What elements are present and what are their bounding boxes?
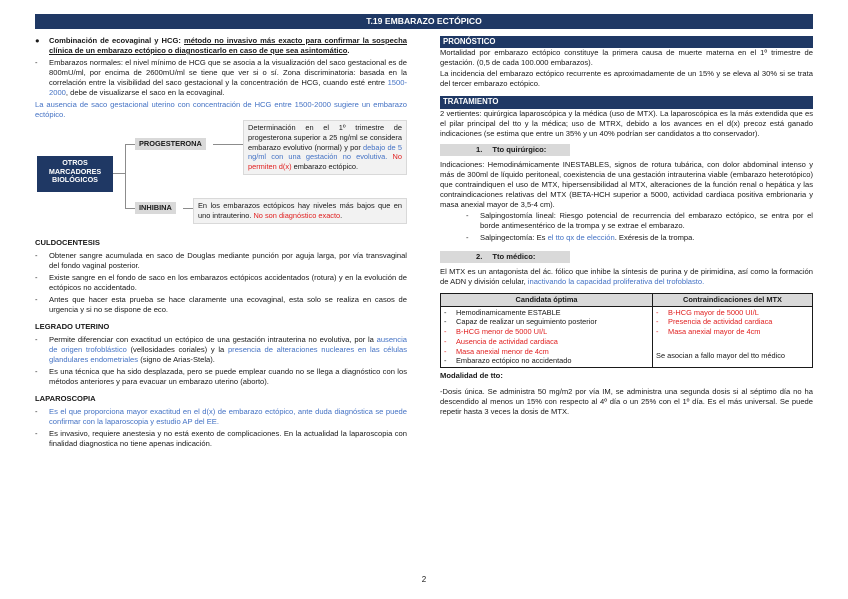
legrado-text: (signo de Arias-Stela). <box>138 355 215 365</box>
list-item <box>656 317 809 327</box>
table-note: Se asocian a fallo mayor del tto médico <box>656 350 786 360</box>
diagram-main-box: OTROS MARCADORES BIOLÓGICOS <box>37 156 113 192</box>
table-cell-left <box>441 306 653 368</box>
dash-icon: - <box>35 251 38 261</box>
pronostico-p2: La incidencia del embarazo ectópico recurrente es aproximadamente de un 15% y se eleva al 30% si se trata del tercer embarazo ectópico. <box>440 69 813 89</box>
dash-icon: - <box>444 327 447 337</box>
medico-text-blue: inactivando la capacidad proliferativa del trofoblasto. <box>527 276 705 286</box>
bullet-icon: ● <box>35 36 40 45</box>
table-item: Masa anexial menor de 4cm <box>456 346 549 356</box>
list-item <box>440 211 813 231</box>
intro-bullet <box>35 36 407 56</box>
dash-icon: - <box>656 327 659 337</box>
mtx-table <box>440 293 813 368</box>
progesterona-end: embarazo ectópico. <box>291 162 359 172</box>
legrado-item: Es una técnica que ha sido desplazada, pero se puede emplear cuando no se llega a diagnóstico con los métodos anteriores y para evacuar un embarazo uterino (aborto). <box>49 367 407 387</box>
quirurgico-text: Indicaciones: Hemodinámicamente INESTABLES, signos de rotura tubárica, con dolor abdominal intenso y más de 300ml de líquido peritoneal, coexistencia de una gestación intrauterina viable (embarazo heterotópico) que contraindiquen el uso de MTX, hipersensibilidad al MTX, alteraciones de la función renal o hepática y las contraindicaciones relativas del MTX (BETA-HCH superior a 5000, actividad cardiaca positiva embrionaria y masa anexial mayor de 3,5-4 cm). <box>440 159 813 209</box>
list-item <box>656 308 809 318</box>
table-item: B-HCG mayor de 5000 UI/L <box>668 307 759 317</box>
inhibina-box <box>193 198 407 224</box>
dash-icon: - <box>35 273 38 283</box>
connector-line <box>113 173 125 174</box>
tratamiento-title: TRATAMIENTO <box>440 96 813 108</box>
dash-icon: - <box>656 307 659 317</box>
normal-levels-text: Embarazos normales: el nivel mínimo de HCG que se asocia a la visualización del saco gestacional es de 800mU/ml, por encima de 2600mU/ml se tiene que ver si o sí. Zona discriminatoria: basada en la correlación entre la visibilidad del saco gestacional y la concentración de HCG, cuando esté entre <box>49 58 407 88</box>
legrado-blue: ausencia de origen trofoblástico <box>49 335 407 355</box>
dash-icon: - <box>656 317 659 327</box>
normal-levels-item <box>35 58 407 98</box>
intro-lead: Combinación de ecovaginal y HCG: <box>49 36 184 45</box>
table-row <box>441 306 813 368</box>
dash-icon: - <box>35 335 38 345</box>
progesterona-box <box>243 120 407 175</box>
list-item <box>35 367 407 387</box>
table-item: Capaz de realizar un seguimiento posterior <box>456 317 597 327</box>
dash-icon: - <box>444 346 447 356</box>
salping-text: : Riesgo potencial de recurrencia del embarazo ectópico, se entra por el borde antimesentérico de la trompa y se extrae el embarazo. <box>480 210 813 230</box>
dash-icon: - <box>35 58 38 68</box>
page-title: T.19 EMBARAZO ECTÓPICO <box>35 14 813 29</box>
modalidad-title: Modalidad de tto: <box>440 371 503 381</box>
table-item: Presencia de actividad cardiaca <box>668 317 773 327</box>
list-item <box>444 356 649 366</box>
legrado-text: (vellosidades coriales) y la <box>126 345 228 355</box>
markers-diagram <box>35 123 407 231</box>
quirurgico-subhead <box>440 144 570 156</box>
culdocentesis-item: Antes que hacer esta prueba se hace claramente una ecovaginal, esta solo se realiza en casos de urgencia y si no se dispone de eco. <box>49 295 407 315</box>
progesterona-blue: debajo de 5 ng/ml con una gestación no evolutiva. <box>248 142 402 162</box>
tratamiento-p1: 2 vertientes: quirúrgica laparoscópica y la médica (uso de MTX). La laparoscópica es la más extendida que es el pilar principal del tto y la médica; uso de MTRX, debido a los avances en el d(x) precoz está ganado indicaciones (se estima que entre un 35% y un 40% podrían ser candidatos a tto conservador). <box>440 108 813 138</box>
table-header: Candidata óptima <box>441 293 653 306</box>
list-item <box>444 347 649 357</box>
intro-end: . <box>347 46 350 56</box>
table-item: Embarazo ectópico no accidentado <box>456 356 572 366</box>
legrado-blue: presencia de alteraciones nucleares en las células glandulares endometriales <box>49 345 408 365</box>
progesterona-text: Determinación en el 1º trimestre de progesterona superior a 25 ng/ml se considera embarazo evolutivo (normal) y por <box>248 123 402 152</box>
medico-subhead <box>440 251 570 263</box>
dash-icon: - <box>444 336 447 346</box>
progesterona-red: No permiten d(x) <box>248 152 402 172</box>
pronostico-title: PRONÓSTICO <box>440 36 813 48</box>
connector-line <box>125 208 135 209</box>
table-item: B-HCG menor de 5000 UI/L <box>456 327 548 337</box>
laparoscopia-title: LAPAROSCOPIA <box>35 394 96 404</box>
dash-icon: - <box>35 407 38 417</box>
dash-icon: - <box>466 210 469 220</box>
list-item <box>35 407 407 427</box>
inhibina-text: En los embarazos ectópicos hay niveles más bajos que en uno intrauterino. <box>198 201 402 220</box>
list-item <box>35 429 407 449</box>
list-item <box>444 308 649 318</box>
subhead-title: Tto médico: <box>492 251 536 261</box>
modalidad-text: -Dosis única. Se administra 50 mg/m2 por vía IM, se administra una segunda dosis si al séptimo día no ha descendido al menos un 15% con respecto al 4º día o un 25% con el 1º día. Es el más universal. Se puede repetir hasta 3 veces la dosis de MTX. <box>440 387 813 417</box>
culdocentesis-title: CULDOCENTESIS <box>35 238 100 248</box>
medico-text <box>440 267 813 287</box>
connector-line <box>213 144 243 145</box>
intro-underlined: método no invasivo más exacto para confirmar la sospecha clínica de un embarazo ectópico o diagnosticarlo en caso de que sea asintomático <box>49 36 407 56</box>
subhead-number: 2. <box>476 251 483 261</box>
subhead-title: Tto quirúrgico: <box>492 144 547 154</box>
list-item <box>656 327 809 337</box>
salping-text: : Es <box>532 232 548 242</box>
table-cell-right <box>653 306 813 368</box>
laparoscopia-item: Es invasivo, requiere anestesia y no está exento de complicaciones. En la actualidad la laparoscopia con finalidad diagnostica no tiene apenas indicación. <box>49 429 407 449</box>
table-item: Masa anexial mayor de 4cm <box>668 327 761 337</box>
dash-icon: - <box>444 356 447 366</box>
table-item: Hemodinamicamente ESTABLE <box>456 307 561 317</box>
subhead-number: 1. <box>476 144 483 154</box>
legrado-text: Permite diferenciar con exactitud un ectópico de una gestación intrauterina no evolutiva, por la <box>49 335 377 345</box>
inhibina-red: No son diagnóstico exacto <box>253 210 341 220</box>
culdocentesis-item: Obtener sangre acumulada en saco de Douglas mediante punción por aguja larga, por vía transvaginal del fondo vaginal posterior. <box>49 251 407 271</box>
culdocentesis-item: Existe sangre en el fondo de saco en los embarazos ectópicos accidentados (rotura) y en la evolución de ectópicos no accidentado. <box>49 273 407 293</box>
connector-line <box>125 144 135 145</box>
connector-line <box>183 208 193 209</box>
page-number: 2 <box>421 575 427 584</box>
table-header: Contraindicaciones del MTX <box>653 293 813 306</box>
dash-icon: - <box>35 367 38 377</box>
list-item <box>444 317 649 327</box>
connector-line <box>125 144 126 208</box>
salping-lead: Salpingectomía <box>480 232 533 242</box>
inhibina-label: INHIBINA <box>135 202 176 214</box>
laparoscopia-item: Es el que proporciona mayor exactitud en el d(x) de embarazo ectópico, ante duda diagnóstica se puede confirmar con la laparoscopia y estudio AP del EE. <box>49 407 407 427</box>
legrado-title: LEGRADO UTERINO <box>35 322 110 332</box>
dash-icon: - <box>35 295 38 305</box>
list-item <box>35 335 407 365</box>
list-item <box>444 337 649 347</box>
medico-text-main: El MTX es un antagonista del ác. fólico que inhibe la síntesis de purina y de pirimidina, así como la formación de ADN y división celular, <box>440 266 813 286</box>
list-item <box>444 327 649 337</box>
list-item <box>35 251 407 271</box>
salping-lead: Salpingostomía lineal <box>480 210 554 220</box>
normal-levels-end: , debe de visualizarse el saco en la ecovaginal. <box>65 88 225 98</box>
table-item: Ausencia de actividad cardiaca <box>456 336 558 346</box>
salping-blue: el tto qx de elección <box>547 232 615 242</box>
list-item <box>35 295 407 315</box>
salping-text: . Exéresis de la trompa. <box>614 232 695 242</box>
left-column <box>35 36 407 451</box>
pronostico-p1: Mortalidad por embarazo ectópico constituye la primera causa de muerte materna en el 1º trimestre de gestación. (0,5 de cada 100.000 embarazos). <box>440 48 813 68</box>
right-column <box>440 36 813 418</box>
dash-icon: - <box>35 429 38 439</box>
list-item <box>35 273 407 293</box>
normal-levels-range: 1500-2000 <box>49 78 407 98</box>
dash-icon: - <box>466 232 469 242</box>
dash-icon: - <box>444 317 447 327</box>
list-item <box>440 233 813 243</box>
dash-icon: - <box>444 307 447 317</box>
progesterona-label: PROGESTERONA <box>135 138 206 150</box>
inhibina-end: . <box>340 210 343 220</box>
blue-note: La ausencia de saco gestacional uterino con concentración de HCG entre 1500-2000 sugiere un embarazo ectópico. <box>35 100 407 120</box>
